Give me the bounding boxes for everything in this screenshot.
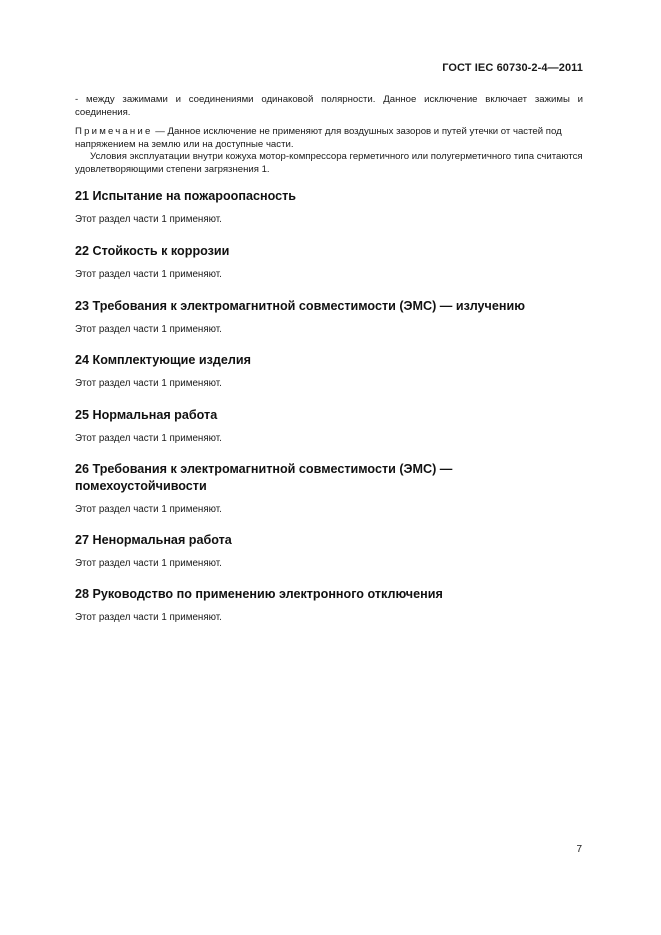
section-heading: 23 Требования к электромагнитной совместимости (ЭМС) — излучению xyxy=(75,299,525,313)
section-heading: 25 Нормальная работа xyxy=(75,408,218,422)
section-text: Этот раздел части 1 применяют. xyxy=(75,433,222,444)
page-number: 7 xyxy=(576,844,582,855)
section-heading: 28 Руководство по применению электронного отключения xyxy=(75,587,443,601)
document-id-header: ГОСТ IEC 60730-2-4—2011 xyxy=(442,62,583,74)
section-heading: 27 Ненормальная работа xyxy=(75,533,232,547)
note-label: Примечание xyxy=(75,126,153,137)
section-text: Этот раздел части 1 применяют. xyxy=(75,504,222,515)
section-heading: 22 Стойкость к коррозии xyxy=(75,244,230,258)
section-24 xyxy=(75,352,585,389)
section-27 xyxy=(75,532,585,569)
section-text: Этот раздел части 1 применяют. xyxy=(75,378,222,389)
section-text: Этот раздел части 1 применяют. xyxy=(75,612,222,623)
section-text: Этот раздел части 1 применяют. xyxy=(75,324,222,335)
section-text: Этот раздел части 1 применяют. xyxy=(75,558,222,569)
section-text: Этот раздел части 1 применяют. xyxy=(75,269,222,280)
section-heading: 24 Комплектующие изделия xyxy=(75,353,251,367)
conditions-paragraph: Условия эксплуатации внутри кожуха мотор-компрессора герметичного или полугерметичного типа считаются удовлетворяющими степени загрязнения 1. xyxy=(75,151,583,175)
note-paragraph xyxy=(75,125,583,151)
section-25 xyxy=(75,407,585,444)
section-28 xyxy=(75,586,585,623)
note-text: — Данное исключение не применяют для воздушных зазоров и путей утечки от частей под напряжением на землю или на доступные части. xyxy=(75,126,562,150)
section-text: Этот раздел части 1 применяют. xyxy=(75,214,222,225)
section-23 xyxy=(75,298,585,335)
section-26 xyxy=(75,461,495,515)
exception-paragraph: - между зажимами и соединениями одинаковой полярности. Данное исключение включает зажимы и соединения. xyxy=(75,94,583,118)
section-heading: 21 Испытание на пожароопасность xyxy=(75,189,297,203)
section-22 xyxy=(75,243,585,280)
section-21 xyxy=(75,188,585,225)
section-heading: 26 Требования к электромагнитной совместимости (ЭМС) — помехоустойчивости xyxy=(75,462,453,493)
